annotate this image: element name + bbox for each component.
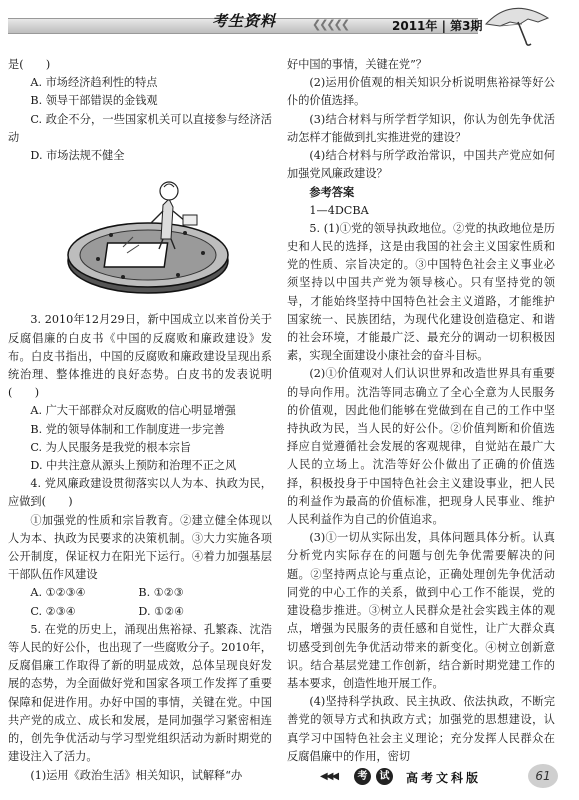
q3-option-b: B. 党的领导体制和工作制度进一步完善 — [30, 422, 225, 436]
q3-stem: 3. 2010年12月29日，新中国成立以来首份关于反腐倡廉的白皮书《中国的反腐败和廉政建设》发布。白皮书指出，中国的反腐败和廉政建设呈现出系统治理、整体推进的良好态势。白皮书的发表说明( ) — [8, 313, 272, 400]
page-number: 61 — [528, 764, 558, 788]
answer-heading: 参考答案 — [309, 185, 355, 200]
q2-option-c: C. 政企不分，一些国家机关可以直接参与经济活动 — [8, 112, 272, 144]
q2-option-a: A. 市场经济趋利性的特点 — [30, 76, 158, 90]
q3-option-c: C. 为人民服务是我党的根本宗旨 — [30, 440, 192, 454]
q4-statements: ①加强党的性质和宗旨教育。②建立健全体现以人为本、执政为民要求的决策机制。③大力实施各项公开制度，保证权力在阳光下运行。④着力加强基层干部队伍作风建设 — [8, 513, 272, 582]
answer-5-3: (3)①一切从实际出发，具体问题具体分析。认真分析党内实际存在的问题与创先争优需要解决的问题。②坚持两点论与重点论，正确处理创先争优活动同党的中心工作的关系，做到中心工作不能误，党的建设稳步推进。③树立人民群众是社会实践主体的观点，增强为民服务的责任感和自觉性，让广大群众真切感受到创先争优活动带来的新变化。④树立创新意识。结合基层党建工作创新，结合新时期党建工作的基本要求，创造性地开展工作。 — [287, 531, 555, 690]
answer-5-4: (4)坚持科学执政、民主执政、依法执政，不断完善党的领导方式和执政方式；加强党的思想建设，认真学习中国特色社会主义理论；充分发挥人民群众在反腐倡廉中的作用，密切 — [287, 695, 555, 763]
q5-sub3: (3)结合材料与所学哲学知识，你认为创先争优活动怎样才能做到扎实推进党的建设？ — [287, 112, 555, 144]
answer-5-1: 5. (1)①党的领导执政地位。②党的执政地位是历史和人民的选择，这是由我国的社会主义国家性质和党的性质、宗旨决定的。③中国特色社会主义事业必须坚持以中国共产党为领导核心。只有坚持党的领导，才能始终坚持中国特色社会主义道路，才能维护国家统一、民族团结，为现代化建设创造稳定、和谐的社会环境，才能最广泛、最充分的调动一切积极因素，实现全面建设小康社会的奋斗目标。 — [287, 221, 555, 363]
magazine-title: 考生资料 — [212, 12, 277, 30]
q4-options-row1 — [8, 584, 272, 602]
q2-option-b: B. 领导干部错误的金钱观 — [30, 94, 158, 108]
q5-sub1-start: (1)运用《政治生活》相关知识，试解释“办 — [30, 768, 243, 782]
q5-stem: 5. 在党的历史上，涌现出焦裕禄、孔繁森、沈浩等人民的好公仆，也出现了一些腐败分子。2010年，反腐倡廉工作取得了新的明显成效，总体呈现良好发展的态势，为全面做好党和国家各项工作发挥了重要保障和促进作用。办好中国的事情，关键在党。中国共产党的成立、成长和发展，是同加强学习紧密相连的，创先争优活动与学习型党组织活动为新时期党的建设注入了活力。 — [8, 622, 272, 764]
q4-option-d: D. ①②④ — [138, 604, 185, 618]
answer-5-2: (2)①价值观对人们认识世界和改造世界具有重要的导向作用。沈浩等同志确立了全心全意为人民服务的价值观，因此他们能够在党做到在自己的工作中坚持执政为民，当人民的好公仆。②价值判断和价值选择应自觉遵循社会发展的客观规律，自觉站在最广大人民的立场上。沈浩等好公仆做出了正确的价值选择，积极投身于中国特色社会主义建设事业，把人民的利益作为最高的价值标准，把现身人民事业、维护人民利益作为自己的价值追求。 — [287, 367, 555, 527]
q3-option-a: A. 广大干部群众对反腐败的信心明显增强 — [30, 404, 236, 418]
umbrella-icon — [482, 2, 552, 48]
q5-sub1-end: 好中国的事情，关键在党”？ — [287, 58, 427, 71]
q3-option-d: D. 中共注意从源头上预防和治理不正之风 — [30, 459, 237, 473]
q4-option-a: A. ①②③④ — [30, 586, 86, 600]
footer-char-kao: 考 — [354, 768, 371, 785]
footer-edition: 高考文科版 — [406, 771, 482, 785]
q2-tail: 是( ) — [8, 58, 51, 71]
q2-option-d: D. 市场法规不健全 — [30, 149, 125, 163]
q4-options-row2 — [8, 603, 272, 621]
right-column — [287, 56, 555, 766]
issue-label: 2011年 | 第3期 — [392, 19, 483, 33]
q4-option-b: B. ①②③ — [138, 586, 184, 600]
page-footer — [320, 768, 570, 790]
answers-choice: 1—4DCBA — [309, 203, 369, 217]
coin-cartoon-illustration — [63, 169, 233, 301]
q4-option-c: C. ②③④ — [30, 604, 76, 618]
footer-char-shi: 试 — [376, 768, 393, 785]
arrows-left-icon: ◀◀◀ — [320, 771, 338, 782]
q4-stem: 4. 党风廉政建设贯彻落实以人为本、执政为民，应做到( ) — [8, 477, 272, 509]
chevron-decor-icon: ❮❮❮❮❮ — [312, 18, 349, 31]
q5-sub2: (2)运用价值观的相关知识分析说明焦裕禄等好公仆的价值选择。 — [287, 76, 555, 108]
q5-sub4: (4)结合材料与所学政治常识，中国共产党应如何加强党风廉政建设？ — [287, 149, 555, 181]
left-column — [8, 56, 272, 785]
page-header — [0, 0, 579, 40]
